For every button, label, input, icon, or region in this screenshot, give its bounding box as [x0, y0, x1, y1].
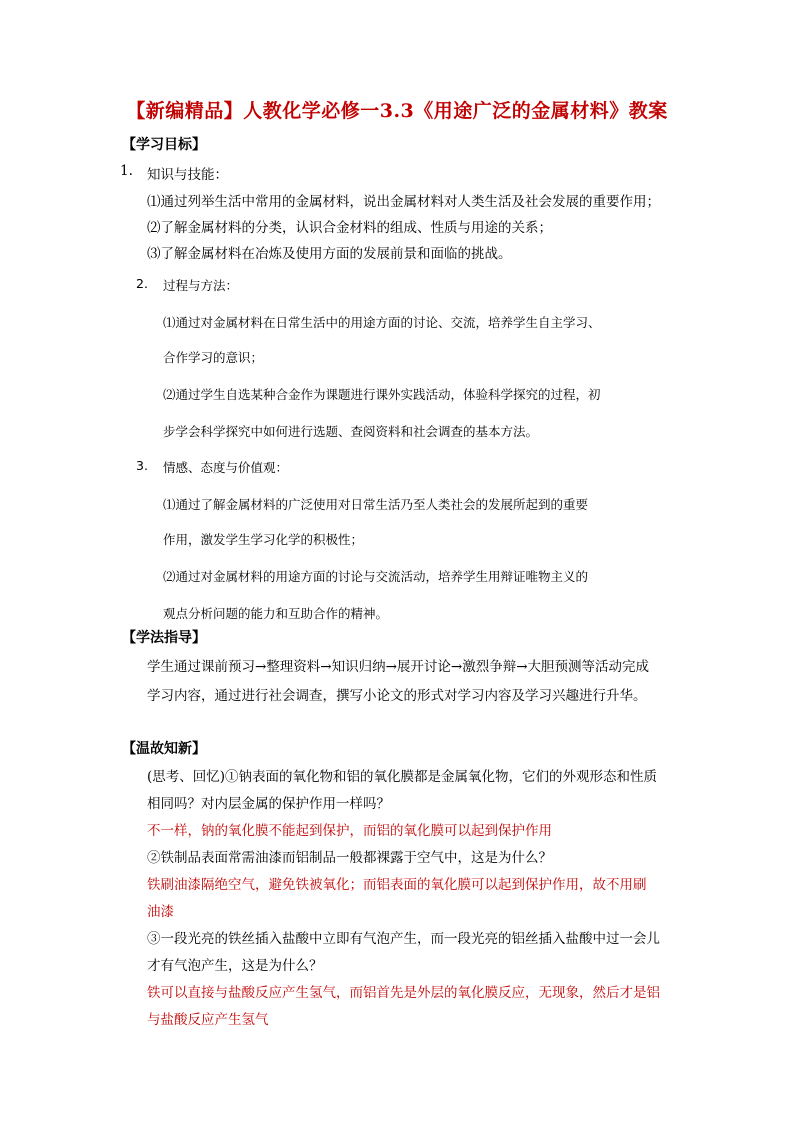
- review-answer-1: 不一样，钠的氧化膜不能起到保护，而铝的氧化膜可以起到保护作用: [147, 823, 552, 839]
- review-answer-2: 油漆: [147, 904, 174, 920]
- goal-3-label: 情感、态度与价值观：: [163, 460, 289, 475]
- goal-3-line: 作用，激发学生学习化学的积极性；: [163, 532, 364, 547]
- goal-1-number: 1.: [120, 163, 133, 179]
- goal-3-line: 观点分析问题的能力和互助合作的精神。: [163, 606, 389, 621]
- goal-3-number: 3.: [136, 458, 148, 473]
- review-answer-2: 铁刷油漆隔绝空气，避免铁被氧化；而铝表面的氧化膜可以起到保护作用，故不用刷: [147, 877, 647, 893]
- review-answer-3: 与盐酸反应产生氢气: [147, 1012, 269, 1028]
- goal-3-line: ⑴通过了解金属材料的广泛使用对日常生活乃至人类社会的发展所起到的重要: [163, 497, 589, 512]
- goal-2-line: 合作学习的意识；: [163, 350, 264, 365]
- review-answer-3: 铁可以直接与盐酸反应产生氢气，而铝首先是外层的氧化膜反应，无现象，然后才是铝: [147, 985, 660, 1001]
- section-heading-goals: 【学习目标】: [122, 137, 206, 153]
- goal-3-line: ⑵通过对金属材料的用途方面的讨论与交流活动，培养学生用辩证唯物主义的: [163, 569, 589, 584]
- method-line: 学习内容，通过进行社会调查，撰写小论文的形式对学习内容及学习兴趣进行升华。: [147, 688, 647, 704]
- goal-2-label: 过程与方法：: [163, 278, 239, 293]
- review-question-1: 相同吗？对内层金属的保护作用一样吗？: [147, 796, 390, 812]
- goal-1-line: ⑶了解金属材料在冶炼及使用方面的发展前景和面临的挑战。: [147, 246, 512, 262]
- review-question-3: 才有气泡产生，这是为什么？: [147, 958, 323, 974]
- document-title: 【新编精品】人教化学必修一3.3《用途广泛的金属材料》教案: [126, 100, 668, 122]
- section-heading-method: 【学法指导】: [122, 630, 206, 646]
- method-line: 学生通过课前预习→整理资料→知识归纳→展开讨论→激烈争辩→大胆预测等活动完成: [147, 659, 650, 675]
- goal-1-line: ⑵了解金属材料的分类，认识合金材料的组成、性质与用途的关系；: [147, 220, 552, 236]
- section-heading-review: 【温故知新】: [122, 741, 206, 757]
- goal-2-line: ⑴通过对金属材料在日常生活中的用途方面的讨论、交流，培养学生自主学习、: [163, 315, 601, 330]
- goal-1-label: 知识与技能：: [147, 167, 228, 183]
- goal-2-line: 步学会科学探究中如何进行选题、查阅资料和社会调查的基本方法。: [163, 424, 539, 439]
- review-question-1: (思考、回忆)①钠表面的氧化物和铝的氧化膜都是金属氧化物，它们的外观形态和性质: [147, 769, 658, 785]
- goal-2-number: 2.: [136, 276, 148, 291]
- goal-2-line: ⑵通过学生自选某种合金作为课题进行课外实践活动，体验科学探究的过程，初: [163, 387, 601, 402]
- goal-1-line: ⑴通过列举生活中常用的金属材料，说出金属材料对人类生活及社会发展的重要作用；: [147, 194, 660, 210]
- review-question-3: ③一段光亮的铁丝插入盐酸中立即有气泡产生，而一段光亮的铝丝插入盐酸中过一会儿: [147, 931, 660, 947]
- review-question-2: ②铁制品表面常需油漆而铝制品一般都裸露于空气中，这是为什么？: [147, 850, 552, 866]
